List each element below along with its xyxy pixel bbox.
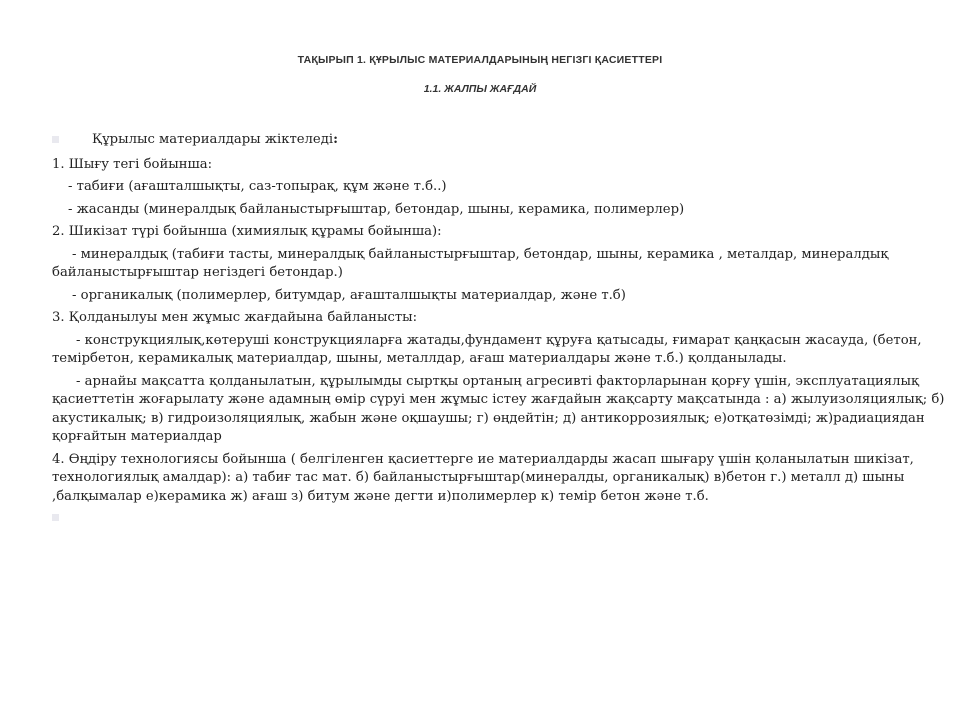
list-item: - табиғи (ағашталшықты, саз-топырақ, құм және т.б..)	[68, 179, 447, 194]
list-item: - жасанды (минералдық байланыстырғыштар, бетондар, шыны, керамика, полимерлер)	[68, 201, 685, 217]
intro-colon: :	[333, 132, 338, 147]
list-item: - арнайы мақсатта қолданылатын, құрылымды сыртқы ортаның агресивті факторларынан қорғу үшін, эксплуатациялық қасиеттетін жоғарылату және адамның өмір сүруі мен жұмыс істеу жағдайын жақсарту мақсатында : а) жылуизоляциялық; б) акустикалық; в) гидроизоляциялық, жабын және оқшаушы; г) өңдейтін; д) антикоррозиялық; е)отқатөзімді; ж)радиациядан қорғайтын материалдар	[52, 373, 945, 444]
slide-subtitle: 1.1. ЖАЛПЫ ЖАҒДАЙ	[423, 83, 537, 95]
slide-title: ТАҚЫРЫП 1. ҚҰРЫЛЫС МАТЕРИАЛДАРЫНЫҢ НЕГІЗГІ ҚАСИЕТТЕРІ	[297, 54, 663, 66]
intro-text: Құрылыс материалдары жіктеледі	[92, 132, 334, 147]
list-item: 4. Өңдіру технологиясы бойынша ( белгіленген қасиеттерге ие материалдарды жасап шығару үшін қоланылатын шикізат, технологиялық амалдар): а) табиғ тас мат. б) байланыстырғыштар(минералды, органикалық) в)бетон г.) металл д) шыны ,балқымалар е)керамика ж) ағаш з) битум және дегти и)полимерлер к) темір бетон және т.б.	[52, 451, 914, 504]
intro-line	[52, 131, 947, 150]
list-item: - органикалық (полимерлер, битумдар, ағашталшықты материалдар, және т.б)	[72, 287, 626, 303]
bullet-square-icon	[52, 136, 59, 143]
list-item: 3. Қолданылуы мен жұмыс жағдайына байланысты:	[52, 310, 418, 325]
list-item: - конструкциялық,көтеруші конструкцияларға жатады,фундамент құруға қатысады, ғимарат қаңқасын жасауда, (бетон, темірбетон, керамикалық материалдар, шыны, металлдар, ағаш материалдары және т.б.) қолданылады.	[52, 332, 922, 366]
list-item: - минералдық (табиғи тасты, минералдық байланыстырғыштар, бетондар, шыны, керамика , металдар, минералдық байланыстырғыштар негіздегі бетондар.)	[52, 246, 889, 280]
slide-body	[52, 131, 947, 521]
bullet-square-icon	[52, 514, 59, 521]
list-item: 1. Шығу тегі бойынша:	[52, 156, 213, 172]
list-item: 2. Шикізат түрі бойынша (химиялық құрамы бойынша):	[52, 224, 442, 239]
